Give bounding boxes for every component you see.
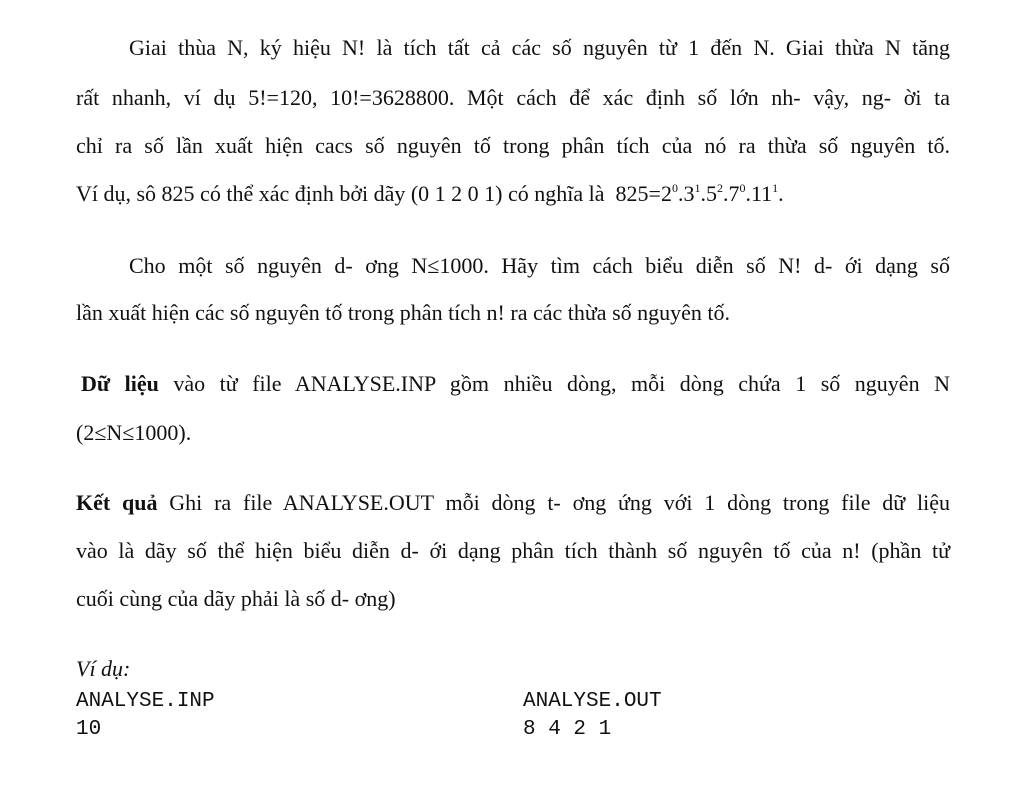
input-section-label: Dữ liệu: [81, 371, 159, 396]
paragraph-2-line-2: lần xuất hiện các số nguyên tố trong phân tích n! ra các thừa số nguyên tố.: [76, 300, 731, 325]
paragraph-1-line-4: [76, 180, 950, 208]
example-output-value: 8 4 2 1: [523, 718, 612, 741]
output-section-line-1: Kết quả Ghi ra file ANALYSE.OUT mỗi dòng t- ơng ứng với 1 dòng trong file dữ liệu: [76, 490, 950, 515]
example-output-filename: ANALYSE.OUT: [523, 690, 662, 713]
example-input-filename: ANALYSE.INP: [76, 690, 215, 713]
input-section-line-1: Dữ liệu vào từ file ANALYSE.INP gồm nhiều dòng, mỗi dòng chứa 1 số nguyên N: [81, 371, 950, 396]
output-section-label: Kết quả: [76, 490, 158, 515]
example-label: Ví dụ:: [76, 656, 131, 681]
input-section-line-2: (2≤N≤1000).: [76, 420, 192, 445]
paragraph-1-line-1: Giai thùa N, ký hiệu N! là tích tất cả các số nguyên từ 1 đến N. Giai thừa N tăng: [129, 35, 950, 60]
paragraph-1-line-3: chỉ ra số lần xuất hiện cacs số nguyên tố trong phân tích của nó ra thừa số nguyên tố.: [76, 133, 950, 158]
paragraph-1-line-2: rất nhanh, ví dụ 5!=120, 10!=3628800. Một cách để xác định số lớn nh- vậy, ng- ời ta: [76, 85, 950, 110]
output-section-line-3: cuối cùng của dãy phải là số d- ơng): [76, 586, 396, 611]
example-input-value: 10: [76, 718, 102, 741]
paragraph-2-line-1: Cho một số nguyên d- ơng N≤1000. Hãy tìm cách biểu diễn số N! d- ới dạng số: [129, 253, 950, 278]
output-section-line-2: vào là dãy số thể hiện biểu diễn d- ới dạng phân tích thành số nguyên tố của n! (phần tử: [76, 538, 950, 563]
paragraph-1-line-4-text: Ví dụ, sô 825 có thể xác định bởi dãy (0 1 2 0 1) có nghĩa là: [76, 181, 605, 206]
factorization-formula: $825=2^0.3^1.5^2.7^0.11^1$.: [615, 181, 784, 206]
